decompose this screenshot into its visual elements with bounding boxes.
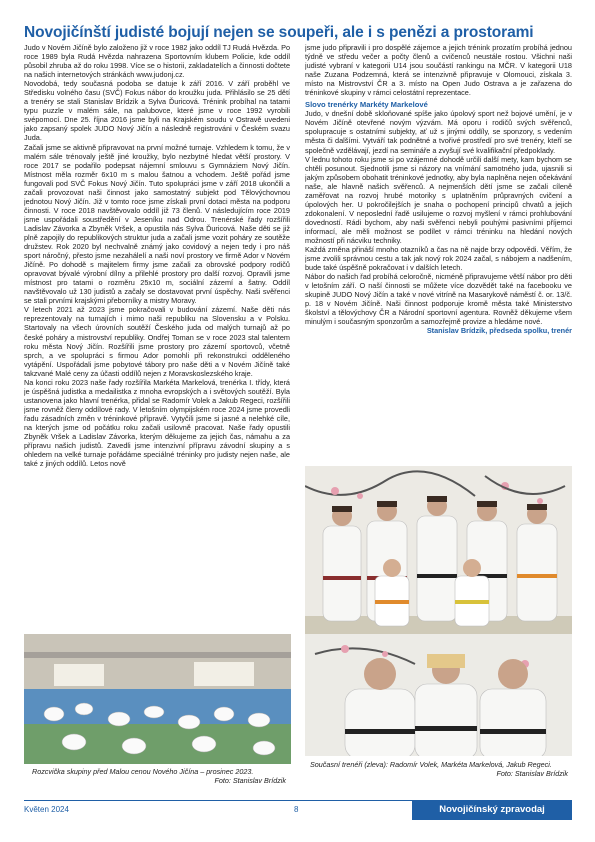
- photo-credit: Foto: Stanislav Brídzik: [496, 769, 568, 778]
- caption-text: Rozcvička skupiny před Malou cenou Nového Jičína – prosinec 2023.: [32, 767, 254, 776]
- group-photo: [305, 466, 572, 649]
- paragraph: V lednu tohoto roku jsme si po vzájemné dohodě určili další mety, kam bychom se chtěli posunout. Sjednotili jsme si názory na vnímání samotného juda, ujasnili si jakým způsobem obohatit tréninkové jednotky, aby byla naplněna nejen očekávání naše, ale hlavně našich svěřenců. A nejmenších dětí jsme se začali cíleně zaměřovat na rozvoj hrubé motoriky s uplatněním průpravných cvičení a úpolových her. U pokročilejších je snaha o pochopení principů chvatů a jejich zdokonalení. V neposlední řadě usilujeme o rozvoj myšlení v rámci prohlubování dovedností. Rádi bychom, aby naši svěřenci nebyli pouhými pasivními příjemci informací, ale měli možnost se podílet v rámci tréninku na hledání nových možností při nácviku techniky.: [305, 154, 572, 245]
- warmup-photo-image: [24, 634, 291, 764]
- article-title: Novojičínští judisté bojují nejen se soupeři, ale i s penězi a prostorami: [24, 24, 534, 41]
- signature: Stanislav Brídzik, předseda spolku, trenér: [426, 326, 572, 336]
- article-left-column: [24, 43, 290, 628]
- paragraph: Judo, v dnešní době skloňované spíše jako úpolový sport než bojové umění, je v Novém Jičíně otevřené novým výzvám. Má oporu i rodičů svých svěřenců, spolupracuje s ostatními subjekty, ať už s jinými oddíly, se sponzory, s vedením města či dalšími. Vytváří tak podnětné a tvořivé prostředí pro své trenéry, kteří se společně vzdělávají, jezdí na semináře a zvyšují své kvalifikační předpoklady.: [305, 109, 572, 155]
- paragraph: jsme judo připravili i pro dospělé zájemce a jejich trénink prozatím probíhá jednou týdně ve středu večer a počty členů a cvičenců neustále rostou. Všichni naši judisté vybraní v kategorii U14 jsou součástí rankingu na MČR. V kategorii U18 naše Zuzana Podzemná, která se intenzivně připravuje v Olomouci, získala 3. místo na Mistrovství ČR a 3. místo na Open Judo Ostrava a je zařazena do tréninkové skupiny v rámci celostátní reprezentace.: [305, 43, 572, 98]
- photo-credit: Foto: Stanislav Brídzik: [214, 776, 286, 785]
- coaches-photo: [305, 634, 572, 756]
- warmup-photo-caption: [32, 767, 286, 785]
- paragraph: Začali jsme se aktivně připravovat na první možné turnaje. Vzhledem k tomu, že v malém sále trénovaly ještě jiné kroužky, bylo nezbytné hledat větší prostory. V roce 2017 se podařilo podepsat nájemní smlouvu s Gymnáziem Nový Jičín. Místnost měla rozměr 6x10 m s malou šatnou a vchodem. Ještě pořád jsme fungovali pod SVČ Fokus Nový Jičín. Tuto spolupráci jsme v září 2018 ukončili a začali provozovat naši činnost jako samostatný subjekt pod Tělovýchovnou jednotou Nový Jičín. Již v tomto roce jsme získali první dotaci města na podporu činnosti. V roce 2018 navštěvovalo oddíl již 73 členů. V následujícím roce 2019 jsme uspořádali soustředění v Jeseníku nad Odrou. Trenérské řady rozšířili Ladislav Závorka a Zbyněk Vršek, a opustila nás Sylva Ďuricová. Naše děti se již plně zapojily do republikových struktur juda a začali jsme vozit poháry ze soutěže družstev. Rok 2020 byl nechvalně známý jako covidový a nejen tedy i pro náš sport náročný, přesto jsme nezahálelí a naši noví prostory ve firmě Ador v Novém Jičíně. Po dohodě s majitelem firmy jsme začali za obrovské podpory rodičů opravovat bývalé výrobní dílny a přilehlé prostory pro další rozvoj. Opravili jsme místnost pro tatami o rozměru 25x10 m, sociální zázemí a šatny. Oddíl navštěvovalo už 130 judistů a začaly se dostavovat první úspěchy. Naši svěřenci se stali prvními krajskými přeborníky a mistry Moravy.: [24, 142, 290, 306]
- footer-brand: Novojičínský zpravodaj: [412, 800, 572, 820]
- paragraph: Novodobá, tedy současná podoba se datuje k září 2016. V září proběhl ve Středisku volného času (SVČ) Fokus nábor do kroužku juda. Přihlásilo se 25 dětí a trenéry se stali Stanislav Brídzik a Sylva Ďuricová. Trénink probíhal na tatami typu puzzle v malém sále, na palubovce, které jsme v roce 1992 vyrobili svépomocí. Dne 25. října 2016 jsme byli na Krajském soudu v Ostravě uvedeni jako zapsaný spolek JUDO Nový Jičín a následně registrováni v Českém svazu Juda.: [24, 79, 290, 143]
- caption-text: Současní trenéři (zleva): Radomír Volek, Markéta Markelová, Jakub Regeci.: [310, 760, 552, 769]
- page-number: 8: [294, 805, 299, 814]
- coaches-photo-caption: [310, 760, 568, 778]
- paragraph: Judo v Novém Jičíně bylo založeno již v roce 1982 jako oddíl TJ Rudá Hvězda. Po roce 1989 byla Rudá Hvězda nahrazena Sportovním klubem Policie, kde oddíl působil zhruba až do roku 1998. Více se o historii, zakladatelích a činnosti dočtete na našich internetových stránkách www.judonj.cz.: [24, 43, 290, 80]
- paragraph: Nábor do našich řad probíhá celoročně, nicméně připravujeme větší nábor pro děti v letošním září. O naší činnosti se můžete více dozvědět také na facebooku ve skupině JUDO Nový Jičín a také v nové vitríně na Masarykově náměstí č. or. 13/č. p. 18 v Novém Jičíně. Naši činnost podporuje kromě města také Ministerstvo školství a tělovýchovy ČR a Národní sportovní agentura. Rovněž děkujeme všem minulým i současným sponzorům a samozřejmě provize a hledáme nové.: [305, 272, 572, 327]
- warmup-photo: [24, 634, 291, 764]
- group-photo-image: [305, 466, 572, 649]
- paragraph: Na konci roku 2023 naše řady rozšířila Markéta Markelová, trenérka I. třídy, která je úspěšná judistka a medailistka z mnoha evropských a i světových soutěží. Byla ustanovena jako hlavní trenérka, přidal se Radomír Volek a Jakub Regeci, rozšířili jsme rovněž členy oddílové rady. V letošním olympijském roce 2024 jsme provedli řadu zásadních změn v tréninkové přípravě. Vytyčili jsme si jasné a nelehké cíle, na kterých jsme od počátku roku začali usilovně pracovat. Naše řady opustili Zbyněk Vršek a Ladislav Závorka, kterým děkujeme za jejich čas, námahu a za přípravu našich judistů. Zavedli jsme intenzivní přípravu závodní skupiny a s ohledem na velké turnaje pořádáme speciálné tréninky pro judisty nejen naše, ale také z jiných oddílů. Letos nově: [24, 377, 290, 469]
- paragraph: V letech 2021 až 2023 jsme pokračovali v budování zázemí. Naše děti nás reprezentovaly na turnajích i mimo naši republiku na Slovensku a v Polsku. Startovaly na všech úrovních soutěží Českého juda od malých turnajů až po české poháry a mistrovství republiky. Ondřej Toman se v roce 2023 stal talentem roku města Nový Jičín. Rozšířili jsme prostory pro zázemí sportovců, včetně sprch, a ve spolupráci s firmou Ador pomohli při rekonstrukci odděleného vytápění. Uspořádali jsme pobytové tábory pro naše děti a v Novém Jičíně také takzvané Malé ceny za účasti oddílů nejen z Moravskoslezského kraje.: [24, 305, 290, 378]
- subheading: Slovo trenérky Markéty Markelové: [305, 100, 428, 110]
- article-right-column: [305, 43, 572, 455]
- coaches-photo-image: [305, 634, 572, 756]
- footer-date: Květen 2024: [24, 805, 69, 814]
- paragraph: Každá změna přináší mnoho otazníků a čas na ně najde brzy odpovědi. Věřím, že jsme zvolili správnou cestu a tak jak nový rok 2024 začal, s nábojem a nadšením, bude také úspěšně pokračovat i v dalších letech.: [305, 245, 572, 273]
